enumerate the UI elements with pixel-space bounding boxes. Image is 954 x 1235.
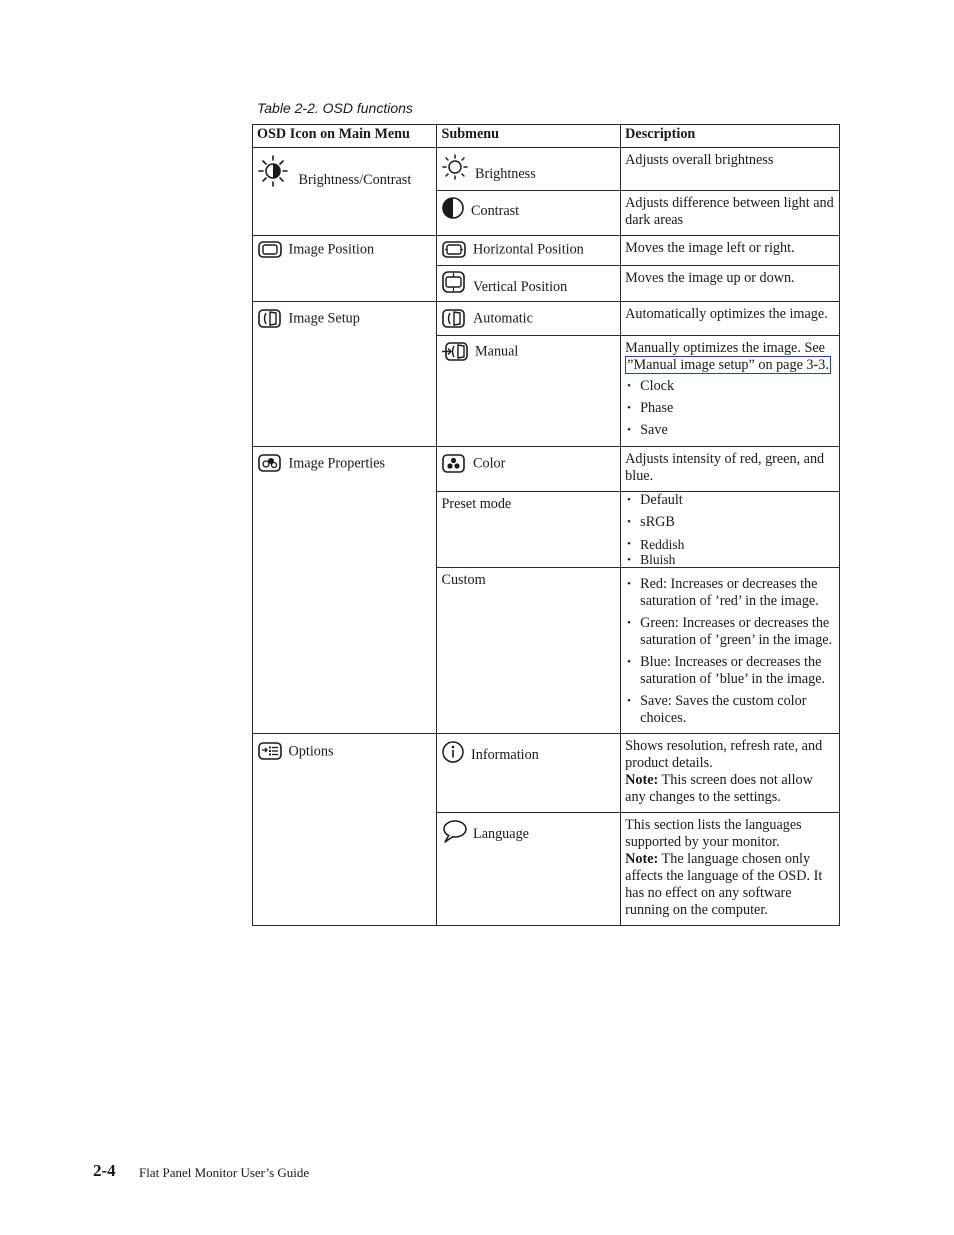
desc-horizontal-position: Moves the image left or right. <box>625 240 795 256</box>
speech-bubble-icon <box>441 819 469 845</box>
sub-label-custom: Custom <box>441 572 486 589</box>
note-label: Note: <box>625 851 659 867</box>
list-item: • Bluish <box>625 553 836 567</box>
note-label: Note: <box>625 772 659 788</box>
list-item: • Clock <box>625 378 836 395</box>
list-item: • Reddish <box>625 536 836 553</box>
brightness-contrast-icon <box>257 154 295 190</box>
table-row <box>253 236 840 266</box>
list-item: • Save: Saves the custom color choices. <box>625 693 838 727</box>
desc-vertical-position: Moves the image up or down. <box>625 270 795 286</box>
desc-manual: Manually optimizes the image. See <box>625 340 825 356</box>
sub-label-contrast: Contrast <box>471 202 520 219</box>
desc-cell-preset-mode <box>621 492 840 568</box>
image-setup-icon <box>257 308 285 330</box>
monitor-position-icon <box>257 240 285 260</box>
guide-title: Flat Panel Monitor User’s Guide <box>139 1165 310 1180</box>
table-header-row <box>253 125 840 148</box>
table-caption: Table 2-2. OSD functions <box>257 100 413 116</box>
sub-cell-brightness <box>437 148 621 191</box>
desc-automatic: Automatically optimizes the image. <box>625 306 828 322</box>
note-information: This screen does not allow any changes to the settings. <box>625 772 813 805</box>
information-icon <box>441 740 467 766</box>
desc-cell-information <box>621 734 840 813</box>
main-label-options: Options <box>288 743 334 760</box>
header-submenu: Submenu <box>437 125 621 148</box>
main-label-image-setup: Image Setup <box>288 310 360 327</box>
sub-label-information: Information <box>471 746 539 763</box>
horizontal-position-icon <box>441 240 469 260</box>
sun-icon <box>441 154 471 182</box>
desc-information: Shows resolution, refresh rate, and product details. <box>625 738 823 771</box>
sub-label-automatic: Automatic <box>473 310 533 327</box>
main-cell-image-position <box>253 236 437 302</box>
vertical-position-icon <box>441 270 469 296</box>
list-item: • Red: Increases or decreases the saturation of ’red’ in the image. <box>625 576 838 610</box>
main-cell-image-setup <box>253 302 437 447</box>
preset-modes-list <box>625 492 836 567</box>
desc-cell-vertical-position <box>621 266 840 302</box>
header-description: Description <box>621 125 840 148</box>
sub-label-horizontal-position: Horizontal Position <box>473 241 584 258</box>
desc-cell-automatic <box>621 302 840 336</box>
sub-cell-automatic <box>437 302 621 336</box>
desc-cell-contrast <box>621 191 840 236</box>
sub-label-color: Color <box>473 455 506 472</box>
automatic-setup-icon <box>441 308 469 330</box>
desc-color: Adjusts intensity of red, green, and blue. <box>625 451 825 484</box>
sub-cell-manual <box>437 336 621 447</box>
table-row <box>253 447 840 492</box>
desc-cell-language <box>621 813 840 926</box>
manual-setup-icon <box>441 341 471 363</box>
list-item: • Save <box>625 422 836 439</box>
sub-label-vertical-position: Vertical Position <box>473 278 568 295</box>
half-circle-icon <box>441 196 467 222</box>
main-cell-image-properties <box>253 447 437 734</box>
list-item: • Default <box>625 492 836 509</box>
desc-language: This section lists the languages supported by your monitor. <box>625 817 802 850</box>
table-row <box>253 302 840 336</box>
note-language: The language chosen only affects the language of the OSD. It has no effect on any software running on the computer. <box>625 851 823 918</box>
table-row <box>253 148 840 191</box>
manual-image-setup-link[interactable]: ”Manual image setup” on page 3-3. <box>627 357 829 373</box>
list-item: • Blue: Increases or decreases the saturation of ’blue’ in the image. <box>625 654 838 688</box>
sub-label-brightness: Brightness <box>475 165 536 182</box>
desc-brightness: Adjusts overall brightness <box>625 152 774 168</box>
manual-options-list <box>625 378 836 439</box>
page-footer <box>93 1161 310 1181</box>
sub-cell-preset-mode <box>437 492 621 568</box>
main-label-image-properties: Image Properties <box>288 455 386 472</box>
sub-cell-contrast <box>437 191 621 236</box>
desc-contrast: Adjusts difference between light and dark areas <box>625 195 834 228</box>
sub-cell-color <box>437 447 621 492</box>
sub-cell-vertical-position <box>437 266 621 302</box>
sub-cell-horizontal-position <box>437 236 621 266</box>
main-label-image-position: Image Position <box>288 241 375 258</box>
main-cell-brightness-contrast <box>253 148 437 236</box>
desc-cell-horizontal-position <box>621 236 840 266</box>
sub-label-language: Language <box>473 825 529 842</box>
desc-cell-manual <box>621 336 840 447</box>
sub-cell-language <box>437 813 621 926</box>
image-properties-icon <box>257 453 285 475</box>
list-item: • Phase <box>625 400 836 417</box>
list-item: • Green: Increases or decreases the saturation of ’green’ in the image. <box>625 615 838 649</box>
sub-label-manual: Manual <box>475 343 519 360</box>
osd-functions-table <box>252 124 840 926</box>
sub-cell-custom <box>437 568 621 734</box>
desc-cell-color <box>621 447 840 492</box>
color-icon <box>441 453 469 475</box>
options-icon <box>257 741 285 763</box>
page-number: 2-4 <box>93 1161 116 1180</box>
main-cell-options <box>253 734 437 926</box>
desc-cell-brightness <box>621 148 840 191</box>
main-label-brightness-contrast: Brightness/Contrast <box>298 171 412 188</box>
sub-cell-information <box>437 734 621 813</box>
list-item: • sRGB <box>625 514 836 531</box>
custom-color-list <box>625 576 838 727</box>
table-row <box>253 734 840 813</box>
desc-cell-custom <box>621 568 840 734</box>
header-osd-icon: OSD Icon on Main Menu <box>253 125 437 148</box>
sub-label-preset-mode: Preset mode <box>441 496 512 513</box>
